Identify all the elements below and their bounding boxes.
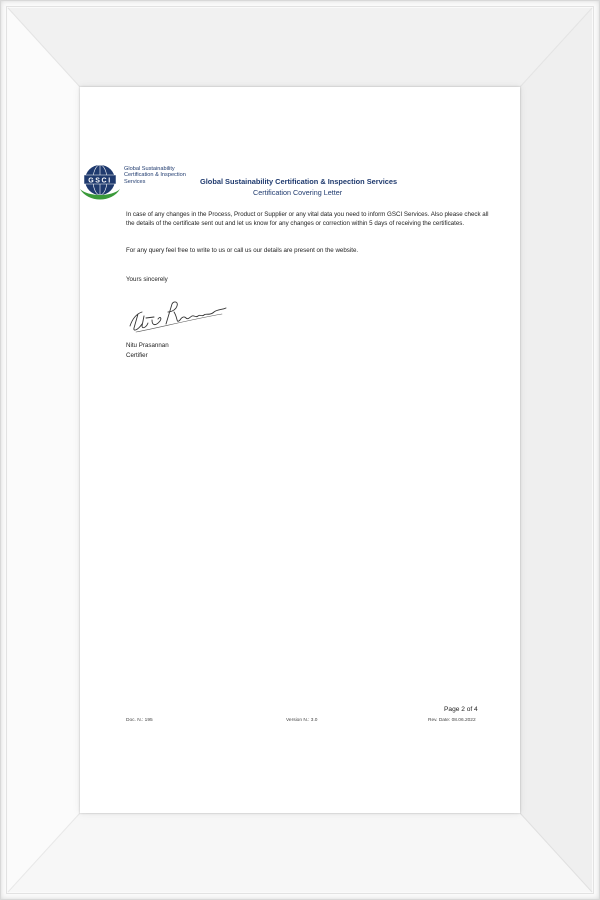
handwritten-signature [118, 290, 238, 340]
footer-rev-date: Rev. Date: 08.06.2022 [428, 718, 476, 723]
signer-name: Nitu Prasannan [126, 342, 169, 349]
logo-line: Certification & Inspection [124, 172, 186, 179]
logo-line: Global Sustainability [124, 166, 175, 172]
footer-version: Version N.: 3.0 [286, 718, 318, 723]
page-number: Page 2 of 4 [444, 706, 478, 713]
logo-line: Services [124, 178, 146, 185]
letter-subtitle: Certification Covering Letter [253, 188, 343, 197]
footer-doc-number: Doc. N.: 195 [126, 718, 153, 723]
body-paragraph: In case of any changes in the Process, Product or Supplier or any vital data you need to inform GSCI Services. Also please check all the details of the certificate sent out and let us know for any changes or correction within 5 days of receiving the certificates. [126, 211, 489, 227]
body-paragraph: For any query feel free to write to us or call us our details are present on the website. [126, 247, 359, 254]
logo-badge-text: GSCI [88, 177, 112, 185]
letter-title: Global Sustainability Certification & Inspection Services [200, 177, 398, 186]
logo-badge [78, 163, 122, 203]
signer-role: Certifier [126, 352, 148, 359]
closing-line: Yours sincerely [126, 276, 168, 283]
